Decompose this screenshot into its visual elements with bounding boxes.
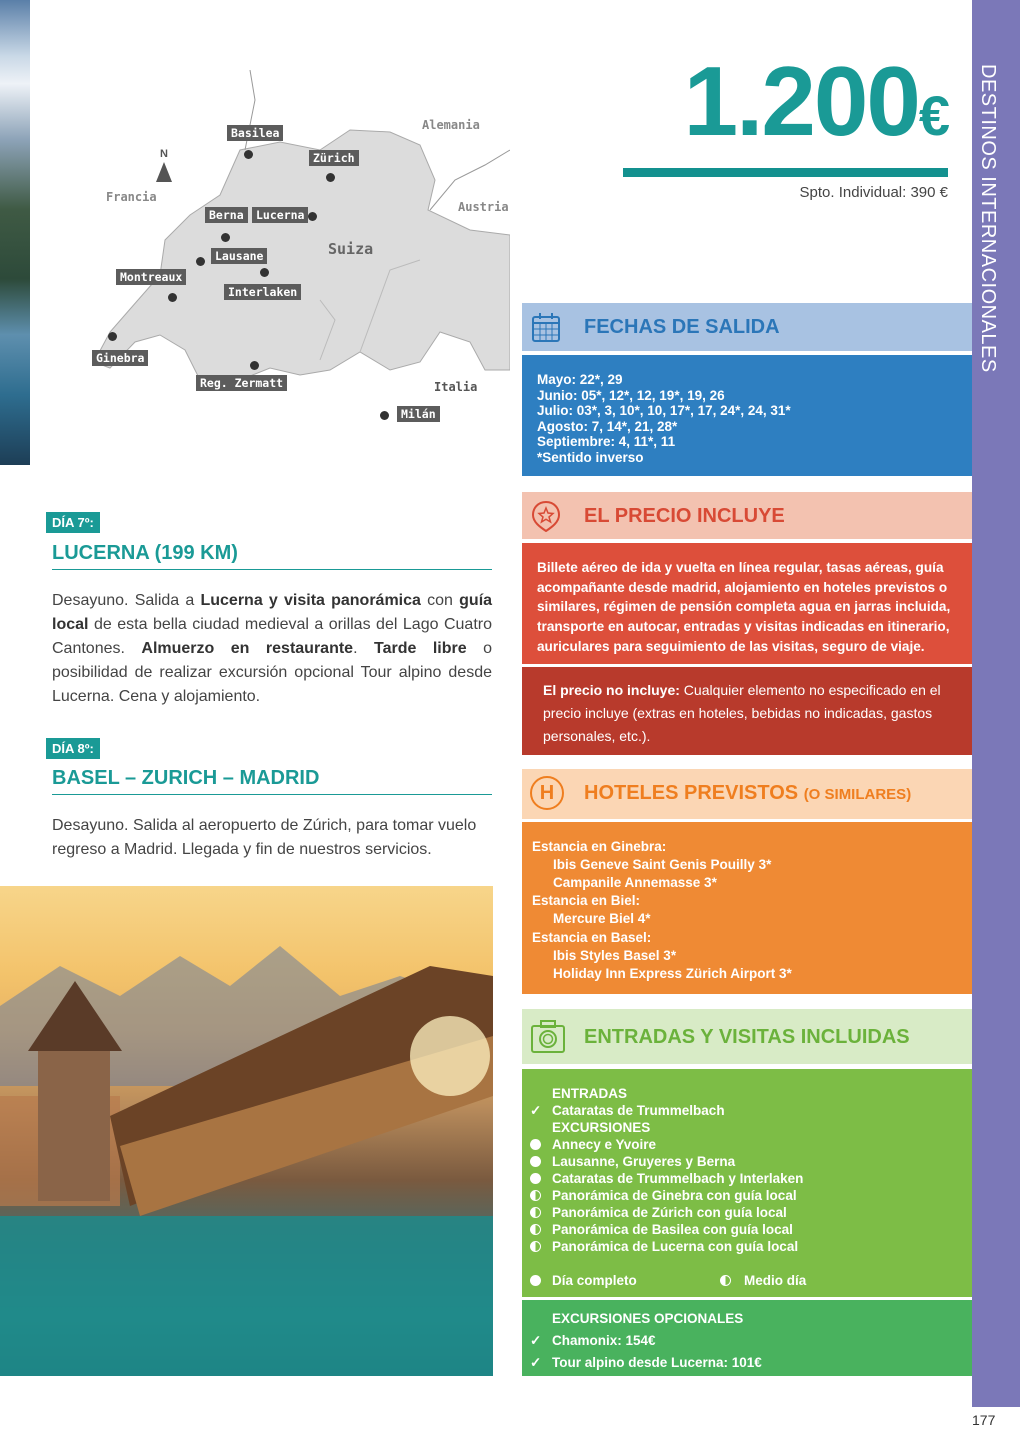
entries-title: ENTRADAS Y VISITAS INCLUIDAS [584,1026,910,1048]
city-geneva: Ginebra [92,350,148,366]
country-france: Francia [106,190,157,204]
emphasis-text: guía local [52,592,493,633]
entry-item: Panorámica de Lucerna con guía local [552,1239,799,1254]
country-austria: Austria [458,200,509,214]
date-line: Agosto: 7, 14*, 21, 28* [537,418,678,434]
day-8-tag: DÍA 8º: [46,738,100,759]
city-bern: Berna [205,207,248,223]
top-left-photo [0,0,30,465]
full-day-bullet-icon [530,1136,541,1153]
city-interlaken: Interlaken [224,284,301,300]
entry-item: Cataratas de Trummelbach y Interlaken [552,1171,804,1186]
city-dot [326,173,335,182]
hotel-line: Estancia en Biel: [532,893,641,908]
half-day-bullet-icon [530,1238,541,1255]
hotels-header [522,769,972,819]
city-basel: Basilea [227,125,283,141]
full-day-bullet-icon [530,1153,541,1170]
date-line: Junio: 05*, 12*, 12, 19*, 19, 26 [537,387,725,403]
price-underline [623,168,948,177]
star-badge-icon [530,500,562,532]
calendar-icon [530,311,562,343]
entries-subtitle: EXCURSIONES [552,1120,651,1135]
price [683,46,948,156]
hotel-line: Campanile Annemasse 3* [553,875,717,890]
check-icon: ✓ [530,1333,542,1348]
not-included-text [543,679,961,748]
day-8-text [52,814,492,862]
optional-item: Tour alpino desde Lucerna: 101€ [552,1355,762,1370]
day-7-tag: DÍA 7º: [46,512,100,533]
hotel-icon: H [530,776,564,810]
dates-header [522,303,972,351]
sidebar-title: DESTINOS INTERNACIONALES [977,64,999,373]
half-day-bullet-icon [720,1272,731,1289]
hotels-list [522,822,972,994]
entry-item: Panorámica de Basilea con guía local [552,1222,793,1237]
route-map [90,70,510,435]
city-dot [108,332,117,341]
included-body [522,543,972,664]
not-included-detail: Cualquier elemento no especificado en el precio incluye (extras en hoteles, bebidas no indicadas, gastos personales, etc.). [543,682,941,744]
city-lucerne: Lucerna [252,207,308,223]
date-line: Julio: 03*, 3, 10*, 10, 17*, 17, 24*, 24, 31* [537,403,791,419]
entry-item: Annecy e Yvoire [552,1137,657,1152]
not-included-label: El precio no incluye: [543,682,680,698]
compass-label: N [160,148,168,160]
body-text: Desayuno. Salida a [52,592,201,609]
entry-item: Panorámica de Zúrich con guía local [552,1205,787,1220]
city-lausanne: Lausane [211,248,267,264]
photo-shapes [0,886,493,1376]
date-line: Mayo: 22*, 29 [537,372,623,387]
half-day-bullet-icon [530,1221,541,1238]
day-7-text [52,589,492,709]
not-included-body [522,667,972,755]
compass-arrow-icon [156,162,172,182]
hotel-line: Mercure Biel 4* [553,911,651,926]
entries-list [522,1069,972,1297]
half-day-bullet-icon [530,1204,541,1221]
city-dot [308,212,317,221]
body-text: Desayuno. Salida al aeropuerto de Zúrich, para tomar vuelo regreso a Madrid. Llegada y fin de nuestros servicios. [52,817,477,858]
body-text: de esta bella ciudad medieval a orillas del Lago Cuatro Cantones. [52,616,492,657]
city-zermatt: Reg. Zermatt [196,375,287,391]
city-milan: Milán [397,406,440,422]
hotel-line: Estancia en Ginebra: [532,839,667,854]
camera-icon [530,1018,566,1054]
included-text: Billete aéreo de ida y vuelta en línea regular, tasas aéreas, guía acompañante desde madrid, alojamiento en hoteles previstos o similares, régimen de pensión completa agua en jarras incluida, transporte en autocar, entradas y visitas indicadas en itinerario, auriculares para seguimiento de las visitas, seguro de viaje. [537,560,951,654]
country-germany: Alemania [422,118,480,132]
hotels-title-suffix: (O SIMILARES) [803,786,912,803]
emphasis-text: Almuerzo en restaurante [141,640,354,657]
city-montreux: Montreaux [116,269,186,285]
date-line: Septiembre: 4, 11*, 11 [537,434,676,450]
optional-item: Chamonix: 154€ [552,1333,656,1348]
date-note: *Sentido inverso [537,450,644,465]
single-supplement: Spto. Individual: 390 € [799,184,948,201]
hotels-title [584,782,911,805]
emphasis-text: Lucerna y visita panorámica [200,592,421,609]
check-icon: ✓ [530,1103,542,1118]
entry-item: Lausanne, Gruyeres y Berna [552,1154,736,1169]
body-text: . [353,640,374,657]
city-dot [244,150,253,159]
hotel-line: Ibis Styles Basel 3* [553,948,677,963]
body-text: con [420,592,460,609]
full-day-bullet-icon [530,1170,541,1187]
included-header [522,492,972,539]
included-title: EL PRECIO INCLUYE [584,505,785,527]
city-zurich: Zürich [309,150,359,166]
day-8-title: BASEL – ZURICH – MADRID [52,767,492,795]
price-currency: € [918,84,948,147]
city-dot [380,411,389,420]
entries-header [522,1009,972,1064]
city-dot [196,257,205,266]
body-text: o posibilidad de realizar excursión opcional Tour alpino desde Lucerna. Cena y alojamiento. [52,640,492,705]
half-day-bullet-icon [530,1187,541,1204]
optional-excursions [522,1300,972,1376]
hotel-line: Holiday Inn Express Zürich Airport 3* [553,966,792,981]
country-switzerland: Suiza [328,240,374,258]
section-sidebar [972,0,1020,1407]
optional-title: EXCURSIONES OPCIONALES [552,1311,744,1326]
city-dot [221,233,230,242]
city-dot [168,293,177,302]
entries-subtitle: ENTRADAS [552,1086,628,1101]
full-day-bullet-icon [530,1272,541,1289]
legend-full-day: Día completo [552,1273,637,1288]
emphasis-text: Tarde libre [373,640,467,657]
city-dot [250,361,259,370]
entry-item: Cataratas de Trummelbach [552,1103,725,1118]
page-number: 177 [972,1412,996,1428]
city-dot [260,268,269,277]
country-italy: Italia [434,380,478,394]
price-amount: 1.200 [683,46,919,156]
lucerne-bridge-photo [0,886,493,1376]
dates-list [522,355,972,476]
check-icon: ✓ [530,1355,542,1370]
day-7-title: LUCERNA (199 KM) [52,542,492,570]
legend-half-day: Medio día [744,1273,807,1288]
hotels-title-main: HOTELES PREVISTOS [584,782,799,804]
dates-title: FECHAS DE SALIDA [584,316,780,338]
hotel-line: Ibis Geneve Saint Genis Pouilly 3* [553,857,772,872]
hotel-line: Estancia en Basel: [532,930,652,945]
entry-item: Panorámica de Ginebra con guía local [552,1188,797,1203]
